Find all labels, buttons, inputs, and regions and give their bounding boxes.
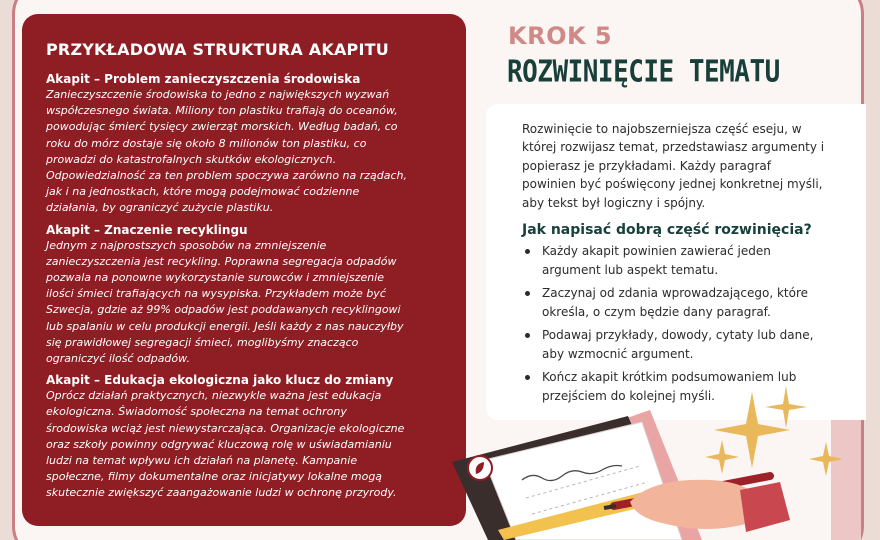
text-line: aby tekst był logiczny i spójny. [522,195,706,210]
section-education [46,372,450,501]
explanation-card [486,104,866,420]
text-line: ilości śmieci trafiających na wysypiska. Przykładem może być [46,287,386,301]
list-item [522,326,848,363]
sparkle-star-icon [705,440,739,474]
page-title: ROZWINIĘCIE TEMATU [507,55,780,90]
text-line: środowiska wciąż jest niewystarczająca. Organizacje ekologiczne [46,421,405,435]
section-body [46,87,450,217]
text-line: Każdy akapit powinien zawierać jeden [542,244,771,259]
text-line: popierasz je przykładami. Każdy paragraf [522,158,771,173]
section-heading: Akapit – Problem zanieczyszczenia środowiska [46,72,361,86]
section-heading: Akapit – Znaczenie recyklingu [46,222,248,237]
text-line: skutecznie zwiększyć zaangażowanie ludzi w ochronę przyrody. [46,486,397,500]
text-line: Odpowiedzialność za ten problem spoczywa zarówno na rządach, [46,169,408,183]
example-structure-panel [22,14,466,526]
text-line: ludzi na temat wpływu ich działań na planetę. Kampanie [46,454,358,468]
text-line: ekologiczna. Świadomość społeczna na temat ochrony [46,405,347,419]
section-heading: Akapit – Edukacja ekologiczna jako klucz do zmiany [46,373,394,388]
tips-heading: Jak napisać dobrą część rozwinięcia? [522,222,812,239]
text-line: argument lub aspekt tematu. [542,262,719,277]
intro-paragraph [522,120,848,212]
text-line: prowadzi do katastrofalnych skutków ekologicznych. [46,152,337,166]
text-line: oraz szkoły powinny odgrywać kluczową rolę w uświadamianiu [46,437,392,451]
section-pollution [46,71,450,217]
text-line: zanieczyszczenia jest recykling. Poprawna segregacja odpadów [46,254,397,268]
text-line: Zaczynaj od zdania wprowadzającego, które [542,286,809,301]
text-line: przejściem do kolejnej myśli. [542,388,715,403]
text-line: Szwecja, gdzie aż 99% odpadów jest poddawanych recyklingowi [46,303,401,317]
list-item [522,242,848,279]
text-line: lub spalaniu w celu produkcji energii. Jeśli każdy z nas nauczyłby [46,319,404,333]
text-line: Zanieczyszczenie środowiska to jedno z największych wyzwań [46,88,390,101]
text-line: aby wzmocnić argument. [542,346,694,361]
list-item [522,284,848,321]
text-line: pozwala na ponowne wykorzystanie surowców i zmniejszenie [46,271,385,285]
text-line: społeczne, filmy dokumentalne oraz inicjatywy lokalne mogą [46,470,383,484]
section-recycling [46,222,450,368]
text-line: której rozwijasz temat, przedstawiasz argumenty i [522,140,825,155]
text-line: określa, o czym będzie dany paragraf. [542,304,771,319]
pen-hand-illustration [440,380,880,540]
sparkle-star-icon [809,442,843,476]
text-line: Podawaj przykłady, dowody, cytaty lub dane, [542,328,814,343]
text-line: Oprócz działań praktycznych, niezwykle ważna jest edukacja [46,389,382,403]
section-body [46,388,450,501]
leaf-badge-icon [468,456,492,480]
sparkle-star-icon [765,386,807,428]
step-label: KROK 5 [508,22,613,50]
text-line: powinien być poświęcony jednej konkretnej myśli, [522,177,823,192]
text-line: się prawidłowej segregacji śmieci, moglibyśmy znacząco [46,335,359,349]
text-line: jak i na jednostkach, które mogą podejmować codzienne [46,185,360,199]
text-line: Kończ akapit krótkim podsumowaniem lub [542,370,797,385]
text-line: współczesnego świata. Miliony ton plastiku trafiają do oceanów, [46,104,398,118]
section-body [46,238,450,368]
text-line: Rozwinięcie to najobszerniejsza część eseju, w [522,122,802,136]
example-structure-title: PRZYKŁADOWA STRUKTURA AKAPITU [46,40,389,59]
text-line: ograniczyć ilość odpadów. [46,352,190,366]
text-line: Jednym z najprostszych sposobów na zmniejszenie [46,238,327,252]
text-line: roku do mórz dostaje się około 8 milionów ton plastiku, co [46,136,367,150]
text-line: powodując śmierć tysięcy zwierząt morskich. Według badań, co [46,120,398,134]
text-line: działania, by ograniczyć zużycie plastiku. [46,201,274,215]
